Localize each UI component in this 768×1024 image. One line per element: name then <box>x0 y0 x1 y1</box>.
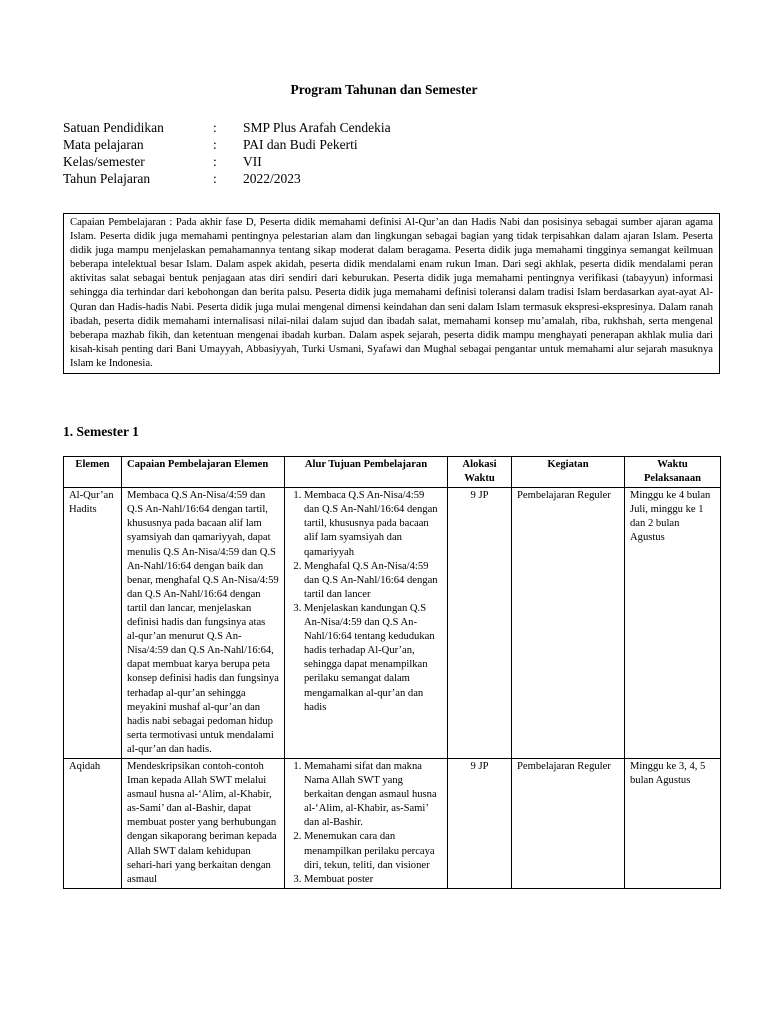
alur-item: 2. Menghafal Q.S An-Nisa/4:59 dan Q.S An-Nahl/16:64 dengan tartil dan lancer <box>304 560 442 602</box>
program-table <box>63 456 721 889</box>
header-elemen: Elemen <box>64 457 122 488</box>
meta-key: Satuan Pendidikan <box>63 120 164 135</box>
meta-colon: : <box>213 137 217 152</box>
cell-capaian: Membaca Q.S An-Nisa/4:59 dan Q.S An-Nahl/16:64 dengan tartil, khususnya pada bacaan alif lam syamsiyah dan qamariyyah, dapat menulis Q.S An-Nisa/4:59 dan Q.S An-Nahl/16:64 dengan baik dan benar, menghafal Q.S An-Nisa/4:59 dan Q.S An-Nahl/16:64 dengan tartil dan lancar, menjelaskan definisi hadis dan fungsinya atas al-qur’an menurut Q.S An-Nisa/4:59 dan Q.S An-Nahl/16:64, dapat membuat karya berupa peta konsep definisi hadis dan fungsinya terhadap al-qur’an sehingga meyakini mushaf al-qur’an dan hadis nabi sebagai pedoman hidup serta termotivasi untuk mendalami al-qur’an dan hadis. <box>122 488 285 759</box>
header-waktu: Waktu Pelaksanaan <box>625 457 721 488</box>
table-row <box>64 758 721 888</box>
header-kegiatan: Kegiatan <box>512 457 625 488</box>
table-row <box>64 488 721 759</box>
cell-alur <box>285 488 448 759</box>
alur-wrap <box>290 760 442 887</box>
cell-kegiatan: Pembelajaran Reguler <box>512 758 625 888</box>
header-alur: Alur Tujuan Pembelajaran <box>285 457 448 488</box>
identity-block <box>63 119 391 187</box>
meta-key: Tahun Pelajaran <box>63 171 151 186</box>
meta-colon: : <box>213 120 217 135</box>
meta-key: Mata pelajaran <box>63 137 144 152</box>
document-title: Program Tahunan dan Semester <box>290 82 478 97</box>
meta-value: 2022/2023 <box>243 171 301 186</box>
cell-elemen: Aqidah <box>64 758 122 888</box>
alur-item: 1. Memahami sifat dan makna Nama Allah SWT yang berkaitan dengan asmaul husna al-‘Alim, al-Khabir, as-Sami’ dan al-Bashir. <box>304 760 442 830</box>
semester-heading: 1. Semester 1 <box>63 424 139 439</box>
meta-key: Kelas/semester <box>63 154 145 169</box>
alur-item: 3. Menjelaskan kandungan Q.S An-Nisa/4:59 dan Q.S An-Nahl/16:64 tentang kedudukan hadis terhadap Al-Qur’an, sehingga dapat menampilkan perilaku semangat dalam mengamalkan al-qur’an dan hadis <box>304 602 442 715</box>
alur-item: 1. Membaca Q.S An-Nisa/4:59 dan Q.S An-Nahl/16:64 dengan tartil, khususnya pada bacaan alif lam syamsiyah dan qamariyyah <box>304 489 442 559</box>
cell-alur <box>285 758 448 888</box>
capaian-pembelajaran-box: Capaian Pembelajaran : Pada akhir fase D, Peserta didik memahami definisi Al-Qur’an dan Hadis Nabi dan posisinya sebagai sumber ajaran agama Islam. Peserta didik juga memahami pentingnya pelestarian alam dan lingkungan sebagai bagian yang tidak terpisahkan dalam ajaran Islam. Peserta didik juga mampu menjelaskan pemahamannya tentang sikap moderat dalam beragama. Peserta didik juga memahami tingginya semangat keilmuan beberapa intelektual besar Islam. Dalam aspek akidah, peserta didik mendalami enam rukun Iman. Dari segi akhlak, peserta didik mendalami peran aktivitas salat sebagai bentuk penjagaan atas diri sendiri dari keburukan. Peserta didik juga memahami pentingnya verifikasi (tabayyun) informasi sehingga dia terhindar dari kebohongan dan berita palsu. Peserta didik juga memahami definisi toleransi dalam tradisi Islam berdasarkan ayat-ayat Al-Quran dan Hadis-hadis Nabi. Peserta didik juga mulai mengenal dimensi keindahan dan seni dalam Islam termasuk ekspresi-ekspresinya. Dalam ranah ibadah, peserta didik memahami internalisasi nilai-nilai dalam sujud dan ibadah salat, memahami konsep mu’amalah, riba, rukhshah, serta mengenal beberapa mazhab fikih, dan ketentuan mengenai ibadah kurban. Dalam aspek sejarah, peserta didik mampu menghayati penerapan akhlak mulia dari kisah-kisah penting dari Bani Umayyah, Abbasiyyah, Turki Usmani, Syafawi dan Mughal sebagai pengantar untuk memahami alur sejarah masuknya Islam ke Indonesia. <box>63 213 720 374</box>
meta-value: VII <box>243 154 262 169</box>
meta-colon: : <box>213 154 217 169</box>
cell-capaian <box>122 758 285 888</box>
meta-row <box>63 119 391 136</box>
alur-item: 2. Menemukan cara dan menampilkan perilaku percaya diri, tekun, teliti, dan visioner <box>304 830 442 872</box>
cell-elemen: Al-Qur’an Hadits <box>64 488 122 759</box>
meta-row <box>63 170 391 187</box>
meta-colon: : <box>213 171 217 186</box>
table-header-row <box>64 457 721 488</box>
cell-alokasi: 9 JP <box>448 758 512 888</box>
header-capaian: Capaian Pembelajaran Elemen <box>122 457 285 488</box>
cell-waktu: Minggu ke 4 bulan Juli, minggu ke 1 dan 2 bulan Agustus <box>625 488 721 759</box>
cell-kegiatan: Pembelajaran Reguler <box>512 488 625 759</box>
meta-value: PAI dan Budi Pekerti <box>243 137 358 152</box>
cell-alokasi: 9 JP <box>448 488 512 759</box>
header-alokasi: Alokasi Waktu <box>448 457 512 488</box>
meta-row <box>63 136 391 153</box>
alur-item: 3. Membuat poster <box>304 873 442 887</box>
meta-value: SMP Plus Arafah Cendekia <box>243 120 391 135</box>
cell-waktu: Minggu ke 3, 4, 5 bulan Agustus <box>625 758 721 888</box>
capaian-text: Mendeskripsikan contoh-contoh Iman kepada Allah SWT melalui asmaul husna al-‘Alim, al-Khabir, as-Sami’ dan al-Bashir, dapat membuat poster yang berhubungan dengan sikaporang beriman kepada Allah SWT dalam kehidupan sehari-hari yang berkaitan dengan asmaul <box>127 760 277 885</box>
meta-row <box>63 153 391 170</box>
